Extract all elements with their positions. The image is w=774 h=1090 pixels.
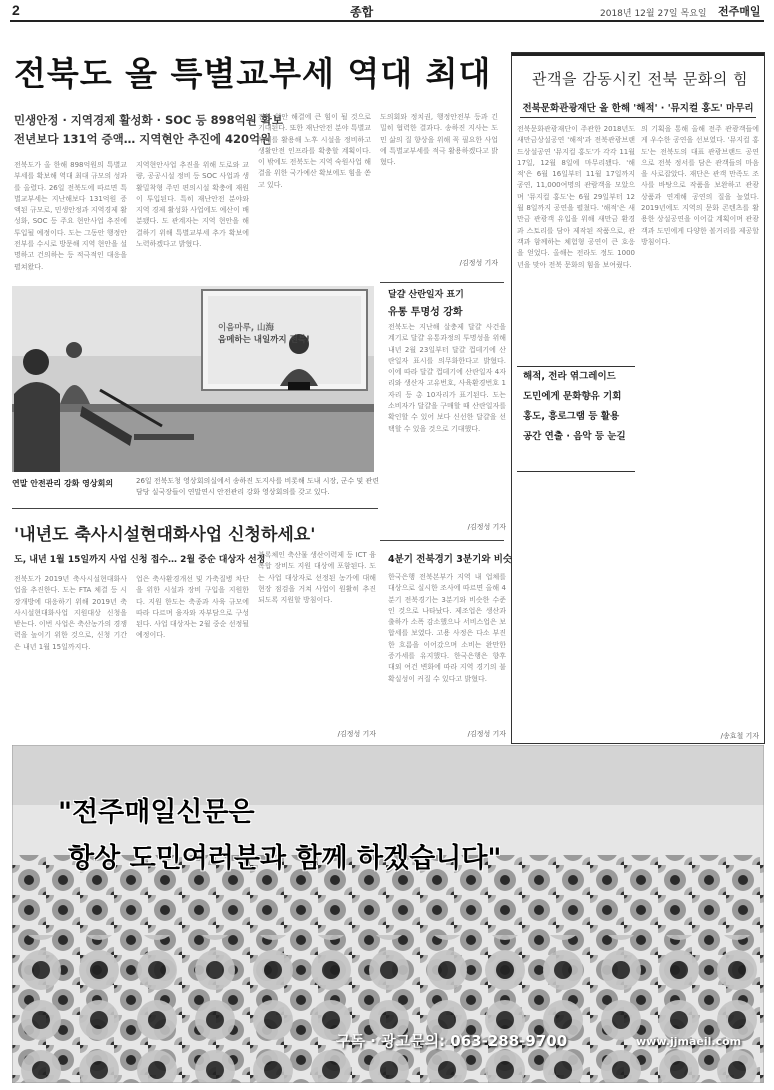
lead-body-col2: 지역현안사업 추진을 위해 도로와 교량, 공공시설 정비 등 SOC 사업과 생활밀착형 주민 편의시설 확충에 재원이 투입된다. 특히 재난안전 분야와 지역 경제 활성화 사업에도 예산이 배분됐다. 도 관계자는 지역 현안을 해결하기 위해 특별교부세 추가 확보에 노력하겠다고 밝혔다. (136, 161, 249, 249)
livestock-byline: /김정성 기자 (337, 730, 376, 738)
livestock-body-col3: 블록체인 축산물 생산이력제 등 ICT 융복합 장비도 지원 대상에 포함된다. 도는 사업 대상자로 선정된 농가에 대해 현장 점검을 거쳐 사업이 원활히 추진되도록 지원할 방침이다. (258, 551, 376, 605)
lead-body-col4: 도의회와 정치권, 행정안전부 등과 긴밀히 협력한 결과다. 송하진 지사는 도민 삶의 질 향상을 위해 꼭 필요한 사업에 특별교부세를 적극 활용하겠다고 밝혔다. (380, 113, 498, 167)
egg-headline-1: 달걀 산란일자 표기 (388, 290, 464, 300)
lead-body-col3: 전북 현안 해결에 큰 힘이 될 것으로 기대된다. 또한 재난안전 분야 특별교부세를 활용해 노후 시설을 정비하고 생활안전 인프라를 확충할 계획이다. 이 밖에도 전북도는 지역 숙원사업 해결을 위한 국가예산 확보에도 힘을 쏟고 있다. (258, 113, 371, 189)
pull-quote-line: 해적, 전라 엮그레이드 (523, 371, 616, 382)
photo-caption: 26일 전북도청 영상회의실에서 송하진 도지사를 비롯해 도내 시장, 군수 및 관련 담당 실국장들이 연말연시 안전관리 강화 영상회의를 갖고 있다. (136, 477, 380, 496)
lead-headline: 전북도 올 특별교부세 역대 최대 (14, 54, 492, 93)
economy-headline: 4분기 전북경기 3분기와 비슷 (388, 554, 513, 565)
livestock-headline: '내년도 축사시설현대화사업 신청하세요' (14, 525, 316, 545)
paper-name: 전주매일 (718, 5, 761, 18)
photo-banner-line1: 이음마루, 山海 (218, 323, 275, 333)
news-photo (12, 286, 374, 472)
egg-headline-2: 유통 투명성 강화 (388, 307, 463, 318)
culture-pull-quote (517, 366, 635, 472)
livestock-body-col1: 전북도가 2019년 축사시설현대화사업을 추진한다. 도는 FTA 체결 등 시장개방에 대응하기 위해 2019년 축사시설현대화사업 지원대상 신청을 받는다. 이번 사업은 축산농가의 경쟁력을 높이기 위한 것으로, 신청 기간은 내년 1월 15일까지다. (14, 575, 127, 651)
livestock-body-col2: 업은 축사환경개선 및 가축질병 차단을 위한 시설과 장비 구입을 지원한다. 지원 한도는 축종과 사육 규모에 따라 다르며 융자와 자부담으로 구성된다. 사업 대상자는 2월 중순 선정될 예정이다. (136, 575, 249, 640)
culture-body-col2: 의 기획을 통해 올해 전주 관광객들에게 우수한 공연을 선보였다. '뮤지컬 홍도'는 전북도의 대표 관광브랜드 공연으로 전북 정서를 담은 관객들의 마음을 사로잡았다. 재단은 관객 만족도 조사를 바탕으로 작품을 보완하고 관광 상품과 연계해 공연의 질을 높였다. 2019년에도 지역의 문화 콘텐츠를 활용한 상설공연을 이어갈 계획이며 관광객과 도민에게 다양한 볼거리를 제공할 방침이다. (641, 125, 759, 246)
top-rule (10, 20, 764, 22)
ad-website-link[interactable]: www.jjmaeil.com (636, 1035, 742, 1048)
culture-byline: /송효철 기자 (720, 732, 759, 740)
egg-byline: /김정성 기자 (467, 523, 506, 531)
lead-body-col1: 전북도가 올 한해 898억원의 특별교부세를 확보해 역대 최대 규모의 성과를 올렸다. 26일 전북도에 따르면 특별교부세는 지난해보다 131억원 증액된 규모로, 민생안정과 지역경제 활성화, SOC 등 주요 현안사업 추진에 투입될 예정이다. 도는 그동안 행정안전부를 수시로 방문해 지역 현안을 설명하고 건의하는 등 적극적인 대응을 펼쳐왔다. (14, 161, 127, 271)
lead-subheadline-1: 민생안정 · 지역경제 활성화 · SOC 등 898억원 확보 (14, 113, 284, 127)
photo-banner-line2: 음메하는 내일까지 전북! (218, 335, 310, 345)
photo-caption-title: 연말 안전관리 강화 영상회의 (12, 479, 114, 488)
egg-body: 전북도는 지난해 살충제 달걀 사건을 계기로 달걀 유통과정의 투명성을 위해 내년 2월 23일부터 달걀 껍데기에 산란일자 표시를 의무화한다고 밝혔다. 이에 따라 달걀 껍데기에 산란일자 4자리와 생산자 고유번호, 사육환경번호 1자리 등 총 10자리가 표기된다. 도는 소비자가 달걀을 구매할 때 산란일자를 확인할 수 있어 보다 신선한 달걀을 선택할 수 있을 것으로 기대했다. (388, 323, 506, 433)
culture-subheadline: 전북문화관광재단 올 한해 '해적' · '뮤지컬 홍도' 마무리 (522, 103, 754, 114)
section-label: 종합 (350, 5, 374, 19)
pull-quote-line: 도민에게 문화향유 기회 (523, 391, 622, 402)
lead-subheadline-2: 전년보다 131억 증액… 지역현안 추진에 420억원 (14, 132, 272, 146)
lead-byline: /김정성 기자 (459, 259, 498, 267)
ad-slogan-line2: 항상 도민여러분과 함께 하겠습니다" (68, 843, 502, 874)
culture-divider (520, 117, 756, 118)
livestock-subheadline: 도, 내년 1월 15일까지 사업 신청 접수… 2월 중순 대상자 선정 (14, 555, 266, 565)
culture-headline: 관객을 감동시킨 전북 문화의 힘 (532, 70, 748, 88)
page-number: 2 (12, 2, 20, 18)
pull-quote-line: 홍도, 흥로그램 등 활용 (523, 411, 620, 422)
issue-date: 2018년 12월 27일 목요일 (600, 9, 707, 19)
ad-contact: 구독 · 광고문의: 063-288-9700 (336, 1032, 568, 1050)
pull-quote-line: 공간 연출 · 음악 등 눈길 (523, 431, 626, 442)
economy-body: 한국은행 전북본부가 지역 내 업체를 대상으로 실시한 조사에 따르면 올해 4분기 전북경기는 3분기와 비슷한 수준인 것으로 나타났다. 제조업은 생산과 출하가 소폭 감소했으나 서비스업은 보합세를 보였다. 고용 사정은 다소 부진한 흐름을 이어갔으며 소비는 완만한 증가세를 유지했다. 한국은행은 향후 대외 여건 변화에 따라 지역 경기의 불확실성이 커질 수 있다고 밝혔다. (388, 573, 506, 683)
culture-body-col1b (517, 476, 635, 734)
economy-byline: /김정성 기자 (467, 730, 506, 738)
culture-body-col1: 전북문화관광재단이 주관한 2018년도 새만금상설공연 '해적'과 전북관광브랜드상설공연 '뮤지컬 홍도'가 각각 11월 17일, 12월 8일에 마무리됐다. '해적'은 6월 16일부터 11월 17일까지 공연, 11,000여명의 관람객을 모았으며 '뮤지컬 홍도'는 6월 29일부터 12월 8일까지 공연을 펼쳤다. '해적'은 새만금 관광객 유입을 위해 새만금 환경과 스토리를 담아 제작된 작품으로, 관객과 함께하는 체험형 공연이 큰 호응을 얻었다. 올해는 전라도 정도 1000년을 맞아 전북 문화의 힘을 보여줬다. (517, 125, 635, 269)
ad-slogan-line1: "전주매일신문은 (58, 797, 255, 828)
